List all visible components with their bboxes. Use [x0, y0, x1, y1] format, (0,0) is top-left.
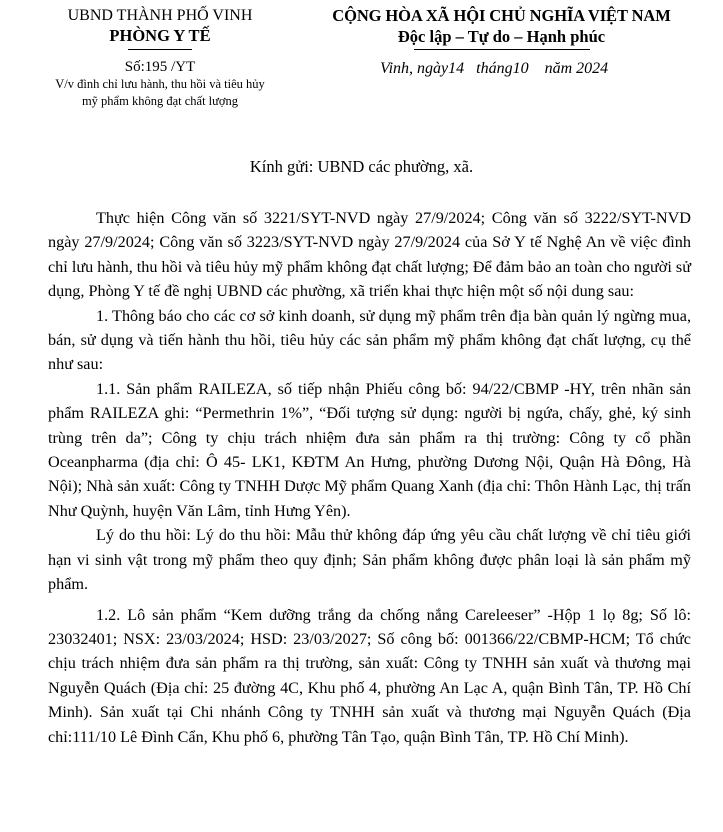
- issue-date: [300, 59, 703, 79]
- paragraph-item-1-1: 1.1. Sản phẩm RAILEZA, số tiếp nhận Phiếu công bố: 94/22/CBMP -HY, trên nhãn sản phẩm RAILEZA ghi: “Permethrin 1%”, “Đối tượng sử dụng: người bị ngứa, chấy, ghẻ, ký sinh trùng trên da”; Công ty chịu trách nhiệm đưa sản phẩm ra thị trường: Công ty cổ phần Oceanpharma (địa chỉ: Ô 45- LK1, KĐTM An Hưng, phường Dương Nội, Quận Hà Đông, Hà Nội); Nhà sản xuất: Công ty TNHH Dược Mỹ phẩm Quang Xanh (địa chỉ: Thôn Hành Lạc, thị trấn Như Quỳnh, huyện Văn Lâm, tỉnh Hưng Yên).: [48, 379, 691, 520]
- document-body: [48, 206, 691, 749]
- motto-underline: [414, 49, 590, 50]
- nation-title: CỘNG HÒA XÃ HỘI CHỦ NGHĨA VIỆT NAM: [332, 6, 671, 25]
- paragraph-recall-reason: Lý do thu hồi: Lý do thu hồi: Mẫu thử không đáp ứng yêu cầu chất lượng về chỉ tiêu giới hạn vi sinh vật trong mỹ phẩm theo quy định; Sản phẩm không được phân loại là sản phẩm mỹ phẩm.: [48, 526, 691, 594]
- issuer-block: [40, 6, 280, 110]
- date-year: năm 2024: [544, 60, 609, 78]
- date-month: 10: [512, 60, 529, 78]
- paragraph-item-1-2: 1.2. Lô sản phẩm “Kem dưỡng trắng da chống nắng Careleeser” -Hộp 1 lọ 8g; Số lô: 23032401; NSX: 23/03/2024; HSD: 23/03/2027; Số công bố: 001366/22/CBMP-HCM; Tổ chức chịu trách nhiệm đưa sản phẩm ra thị trường, sản xuất: Công ty TNHH sản xuất và thương mại Nguyễn Quách (Địa chỉ: 25 đường 4C, Khu phố 4, phường An Lạc A, quận Bình Tân, TP. Hồ Chí Minh). Sản xuất tại Chi nhánh Công ty TNHH sản xuất và thương mại Nguyễn Quách (Địa chỉ:111/10 Lê Đình Cẩn, Khu phố 6, phường Tân Tạo, quận Bình Tân, TP. Hồ Chí Minh).: [48, 605, 691, 746]
- subject-line-2: mỹ phẩm không đạt chất lượng: [81, 94, 239, 108]
- paragraph-intro: Thực hiện Công văn số 3221/SYT-NVD ngày 27/9/2024; Công văn số 3222/SYT-NVD ngày 27/9/2024; Công văn số 3223/SYT-NVD ngày 27/9/2024 của Sở Y tế Nghệ An về việc đình chỉ lưu hành, thu hồi và tiêu hủy mỹ phẩm không đạt chất lượng; Để đảm bảo an toàn cho người sử dụng, Phòng Y tế đề nghị UBND các phường, xã triển khai thực hiện một số nội dung sau:: [48, 209, 691, 301]
- issuer-underline: [128, 49, 192, 50]
- date-day: 14: [448, 60, 465, 78]
- recipient-line: Kính gửi: UBND các phường, xã.: [249, 157, 474, 176]
- subject-line-1: V/v đình chỉ lưu hành, thu hồi và tiêu hủy: [55, 77, 265, 92]
- issuer-org: PHÒNG Y TẾ: [109, 26, 211, 45]
- document-number: Số:195 /YT: [124, 58, 196, 75]
- national-motto: Độc lập – Tự do – Hạnh phúc: [397, 26, 606, 46]
- issuer-parent-org: UBND THÀNH PHỐ VINH: [67, 7, 253, 24]
- paragraph-item-1: 1. Thông báo cho các cơ sở kinh doanh, sử dụng mỹ phẩm trên địa bàn quản lý ngừng mua, bán, sử dụng và tiến hành thu hồi, tiêu hủy các sản phẩm mỹ phẩm không đạt chất lượng, cụ thể như sau:: [48, 306, 691, 374]
- date-month-label: tháng: [476, 60, 513, 78]
- date-place: Vinh, ngày: [380, 60, 449, 78]
- national-heading: [300, 6, 703, 79]
